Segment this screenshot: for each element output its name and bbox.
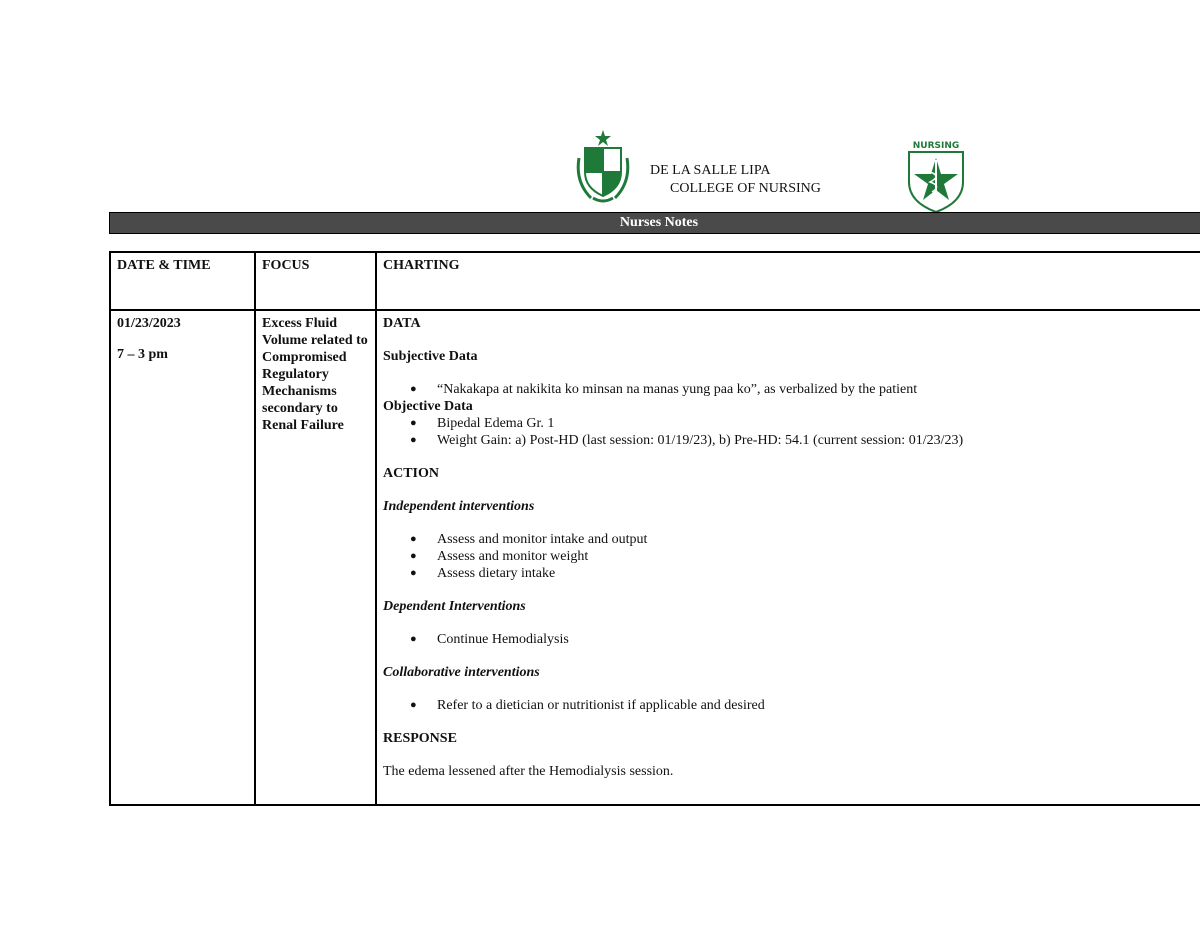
objective-list <box>383 415 1200 449</box>
nurses-notes-table <box>109 251 1200 806</box>
independent-heading: Independent interventions <box>383 499 535 514</box>
note-time: 7 – 3 pm <box>117 347 168 362</box>
list-item: ● Assess and monitor weight <box>437 548 1200 565</box>
table-row <box>110 310 1200 805</box>
action-heading: ACTION <box>383 466 440 481</box>
response-heading: RESPONSE <box>383 731 457 746</box>
school-line2: COLLEGE OF NURSING <box>670 181 821 196</box>
header-date-time: DATE & TIME <box>110 252 255 310</box>
list-item: ● “Nakakapa at nakikita ko minsan na manas yung paa ko”, as verbalized by the patient <box>437 381 1200 398</box>
subjective-heading: Subjective Data <box>383 349 478 364</box>
list-item: ● Weight Gain: a) Post-HD (last session: 01/19/23), b) Pre-HD: 54.1 (current session: 01/23/23) <box>437 432 1200 449</box>
response-text: The edema lessened after the Hemodialysis session. <box>383 764 674 779</box>
charting-cell <box>376 310 1200 805</box>
school-name <box>650 162 821 198</box>
list-item: ● Assess dietary intake <box>437 565 1200 582</box>
header-focus: FOCUS <box>255 252 376 310</box>
collaborative-list <box>383 697 1200 714</box>
header-charting: CHARTING <box>376 252 1200 310</box>
list-item: ● Assess and monitor intake and output <box>437 531 1200 548</box>
subjective-list <box>383 381 1200 398</box>
focus-cell <box>255 310 376 805</box>
note-date: 01/23/2023 <box>117 316 181 331</box>
school-crest-icon <box>575 128 631 204</box>
school-line1: DE LA SALLE LIPA <box>650 163 771 178</box>
focus-text: Excess Fluid Volume related to Compromised Regulatory Mechanisms secondary to Renal Failure <box>262 316 368 433</box>
dependent-heading: Dependent Interventions <box>383 599 526 614</box>
document-header <box>0 0 1200 212</box>
objective-heading: Objective Data <box>383 399 473 414</box>
table-header-row <box>110 252 1200 310</box>
nurses-notes-title-bar: Nurses Notes <box>109 212 1200 234</box>
nursing-logo-text: NURSING <box>912 141 960 151</box>
independent-list <box>383 531 1200 582</box>
nursing-logo-icon <box>905 138 967 214</box>
list-item: ● Bipedal Edema Gr. 1 <box>437 415 1200 432</box>
data-heading: DATA <box>383 316 421 331</box>
date-time-cell <box>110 310 255 805</box>
collaborative-heading: Collaborative interventions <box>383 665 540 680</box>
list-item: ● Continue Hemodialysis <box>437 631 1200 648</box>
dependent-list <box>383 631 1200 648</box>
list-item: ● Refer to a dietician or nutritionist if applicable and desired <box>437 697 1200 714</box>
